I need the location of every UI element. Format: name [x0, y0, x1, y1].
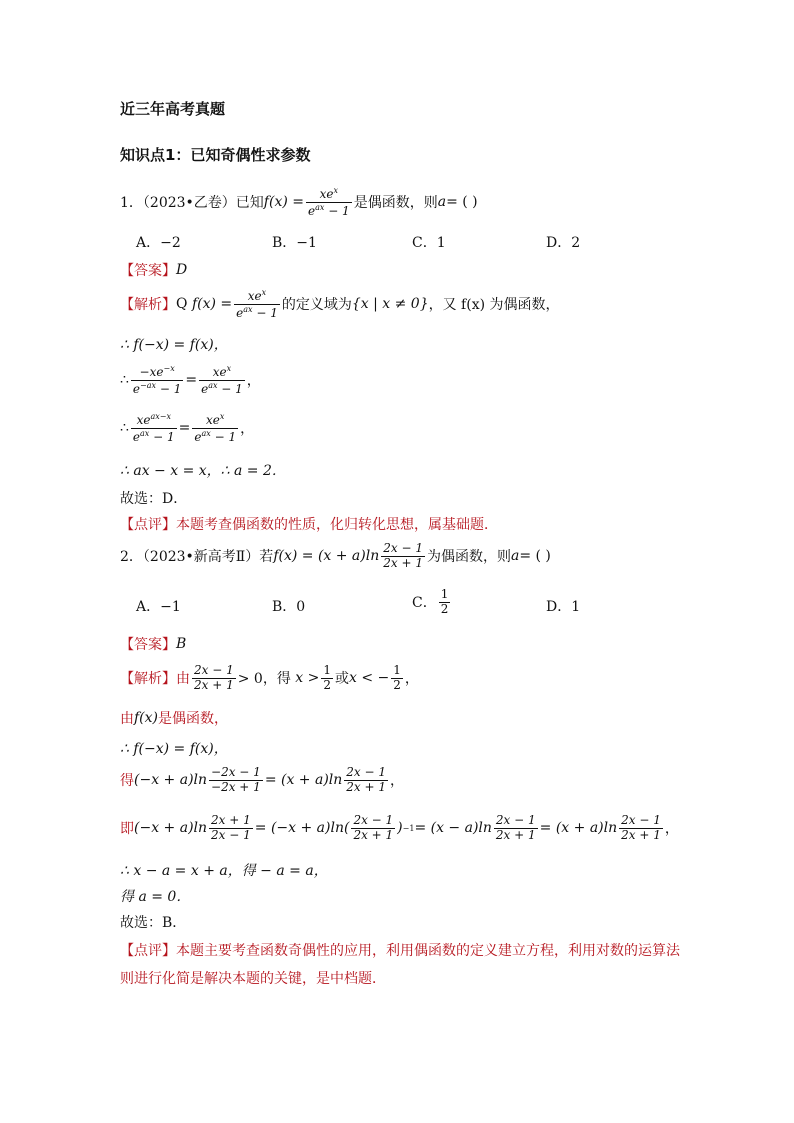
q1-choose: 故选：D． — [120, 491, 188, 507]
q2-option-d: D．1 — [546, 599, 581, 615]
q2-option-b: B．0 — [272, 599, 306, 615]
question-2-stem: 2．（2023•新高考Ⅱ）若 f(x) = (x + a)ln $\frac{2x - 1}{2x + 1}$ 为偶函数，则 a = ( ) — [120, 541, 551, 570]
q1-comment: 【点评】 本题考查偶函数的性质，化归转化思想，属基础题． — [120, 517, 498, 533]
q2-comment-line-2: 则进行化简是解决本题的关键，是中档题． — [120, 971, 386, 987]
q2-comment-line-1: 【点评】 本题主要考查函数奇偶性的应用，利用偶函数的定义建立方程，利用对数的运算法 — [120, 943, 680, 959]
q2-line-4: 得 (−x + a)ln $\frac{-2x - 1}{-2x + 1}$ = (x + a)ln $\frac{2x - 1}{2x + 1}$ ， — [120, 765, 405, 794]
q1-step-1: ∴ f(−x) = f(x)， — [120, 337, 228, 353]
q1-analysis-line-1: 【解析】 Q f(x) = $\frac{xe^x}{e^{ax} - 1}$ 的定义域为 {x | x ≠ 0} ，又 f(x) 为偶函数， — [120, 288, 560, 320]
q1-step-2: ∴ $\frac{-xe^{-x}}{e^{-ax} - 1}$ = $\frac{xe^x}{e^{ax} - 1}$ ， — [120, 364, 261, 396]
q1-step-3: ∴ $\frac{xe^{ax-x}}{e^{ax} - 1}$ = $\frac{xe^x}{e^{ax} - 1}$ ， — [120, 412, 255, 444]
q2-option-a: A．−1 — [136, 599, 181, 615]
q2-choose: 故选：B． — [120, 915, 187, 931]
q1-option-d: D．2 — [546, 235, 581, 251]
section-title: 近三年高考真题 — [120, 100, 226, 118]
q2-answer: 【答案】 B — [120, 636, 187, 653]
q1-option-c: C．1 — [412, 235, 446, 251]
q2-line-5: 即 (−x + a)ln $\frac{2x + 1}{2x - 1}$ = (−x + a)ln( $\frac{2x - 1}{2x + 1}$ ) −1 = (x − a)ln $\frac{2x - 1}{2x + 1}$ = (x + a)ln $\frac{2x - 1}{2x + 1}$ ， — [120, 813, 679, 842]
q1-answer: 【答案】 D — [120, 262, 188, 279]
q2-line-7: 得 a = 0． — [120, 889, 191, 905]
q2-line-6: ∴ x − a = x + a，得 − a = a， — [120, 863, 328, 879]
q1-option-a: A．−2 — [136, 235, 181, 251]
q2-line-2: 由 f(x) 是偶函数， — [120, 710, 229, 727]
q1-option-b: B．−1 — [272, 235, 317, 251]
q1-fraction: $\frac{xe^x}{e^{ax} - 1}$ — [307, 186, 350, 218]
q1-step-4: ∴ ax − x = x，∴ a = 2． — [120, 463, 286, 479]
q2-line-3: ∴ f(−x) = f(x)， — [120, 741, 228, 757]
q2-option-c: C． $\frac{1}{2}$ — [412, 587, 449, 616]
knowledge-point-title: 知识点1：已知奇偶性求参数 — [120, 146, 311, 164]
question-1-stem: 1．（2023•乙卷）已知 f(x) = $\frac{xe^x}{e^{ax} - 1}$ 是偶函数，则 a = ( ) — [120, 186, 478, 218]
q2-analysis-line-1: 【解析】 由 $\frac{2x - 1}{2x + 1}$ > 0，得 x > $\frac{1}{2}$ 或 x < − $\frac{1}{2}$ ， — [120, 663, 419, 692]
